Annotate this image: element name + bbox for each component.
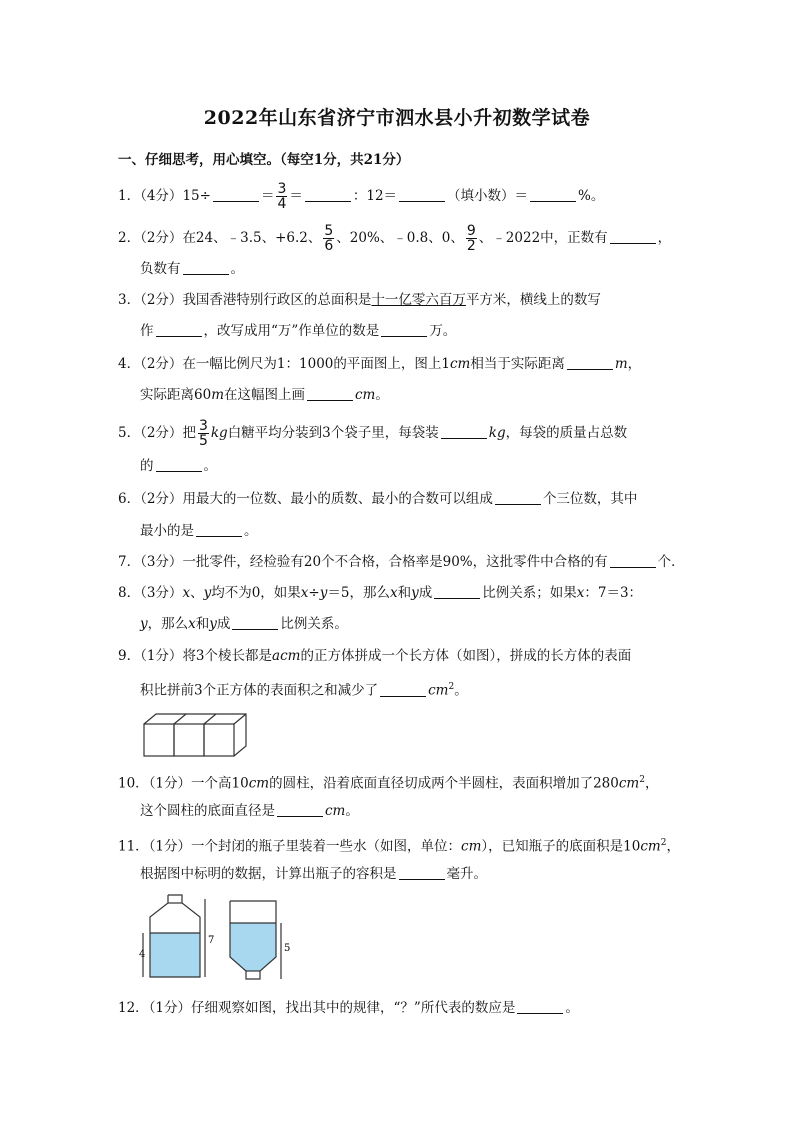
- question-12: 12．（1分）仔细观察如图，找出其中的规律，“？”所代表的数应是 。: [118, 1000, 579, 1016]
- bottle-label-7: 7: [208, 935, 215, 946]
- fraction: $\frac{3}{4}$: [277, 181, 287, 212]
- answer-blank[interactable]: [277, 802, 323, 817]
- question-4-line2: 实际距离60m在这幅图上画 cm。: [140, 387, 389, 403]
- section-heading: 一、仔细思考，用心填空。（每空1分，共21分）: [118, 152, 410, 168]
- answer-blank[interactable]: [399, 187, 445, 202]
- question-4: 4．（2分）在一幅比例尺为1：1000的平面图上，图上1cm相当于实际距离 m，: [118, 356, 642, 372]
- answer-blank[interactable]: [305, 187, 351, 202]
- bottle-label-5: 5: [284, 943, 291, 954]
- cuboid-figure: [142, 712, 248, 758]
- question-9-line2: 积比拼前3个正方体的表面积之和减少了 $cm^2$。: [140, 682, 468, 699]
- answer-blank[interactable]: [380, 682, 426, 697]
- answer-blank[interactable]: [434, 584, 480, 599]
- question-5: 5．（2分）把 $\frac{3}{5}$ kg白糖平均分装到3个袋子里，每袋装 kg，每袋的质量占总数: [118, 418, 628, 449]
- answer-blank[interactable]: [213, 187, 259, 202]
- answer-blank[interactable]: [399, 865, 445, 880]
- answer-blank[interactable]: [441, 424, 487, 439]
- fraction: $\frac{9}{2}$: [466, 223, 476, 254]
- answer-blank[interactable]: [183, 260, 229, 275]
- question-10: 10．（1分）一个高10cm的圆柱，沿着底面直径切成两个半圆柱，表面积增加了$280cm^2$，: [118, 775, 659, 792]
- question-8-line2: y，那么x和y成 比例关系。: [140, 616, 348, 632]
- answer-blank[interactable]: [196, 522, 242, 537]
- answer-blank[interactable]: [156, 322, 202, 337]
- question-3: 3．（2分）我国香港特别行政区的总面积是十一亿零六百万平方米，横线上的数写: [118, 292, 601, 308]
- answer-blank[interactable]: [307, 386, 353, 401]
- answer-blank[interactable]: [495, 490, 541, 505]
- question-2: 2．（2分）在24、﹣3.5、+6.2、 $\frac{5}{6}$ 、20%、﹣0.8、0、 $\frac{9}{2}$ 、﹣2022中，正数有 ，: [118, 223, 672, 254]
- fraction: $\frac{3}{5}$: [198, 418, 208, 449]
- question-7: 7．（3分）一批零件，经检验有20个不合格，合格率是90%，这批零件中合格的有 个．: [118, 554, 685, 570]
- answer-blank[interactable]: [156, 457, 202, 472]
- answer-blank[interactable]: [232, 615, 278, 630]
- bottle-label-4: 4: [139, 949, 146, 960]
- question-2-line2: 负数有 。: [140, 261, 244, 277]
- question-6-line2: 最小的是 。: [140, 523, 258, 539]
- question-6: 6．（2分）用最大的一位数、最小的质数、最小的合数可以组成 个三位数，其中: [118, 491, 638, 507]
- answer-blank[interactable]: [610, 229, 656, 244]
- question-8: 8．（3分）x、y均不为0，如果x÷y＝5，那么x和y成 比例关系；如果x：7＝3：: [118, 585, 643, 601]
- question-3-line2: 作 ，改写成用“万”作单位的数是 万。: [140, 323, 457, 339]
- page-title: 2022年山东省济宁市泗水县小升初数学试卷: [203, 107, 591, 129]
- question-1: 1．（4分）15÷ ＝ $\frac{3}{4}$ ＝ ：12＝ （填小数）＝ %。: [118, 181, 605, 212]
- question-11: 11．（1分）一个封闭的瓶子里装着一些水（如图，单位：cm），已知瓶子的底面积是$10cm^2$，: [118, 838, 680, 855]
- fraction: $\frac{5}{6}$: [324, 223, 334, 254]
- answer-blank[interactable]: [567, 355, 613, 370]
- question-11-line2: 根据图中标明的数据，计算出瓶子的容积是 毫升。: [140, 866, 487, 882]
- answer-blank[interactable]: [530, 187, 576, 202]
- bottle-figure: [138, 893, 298, 985]
- question-9: 9．（1分）将3个棱长都是acm的正方体拼成一个长方体（如图），拼成的长方体的表面: [118, 648, 632, 664]
- answer-blank[interactable]: [610, 553, 656, 568]
- question-5-line2: 的 。: [140, 458, 217, 474]
- question-10-line2: 这个圆柱的底面直径是 cm。: [140, 803, 359, 819]
- answer-blank[interactable]: [517, 999, 563, 1014]
- answer-blank[interactable]: [381, 322, 427, 337]
